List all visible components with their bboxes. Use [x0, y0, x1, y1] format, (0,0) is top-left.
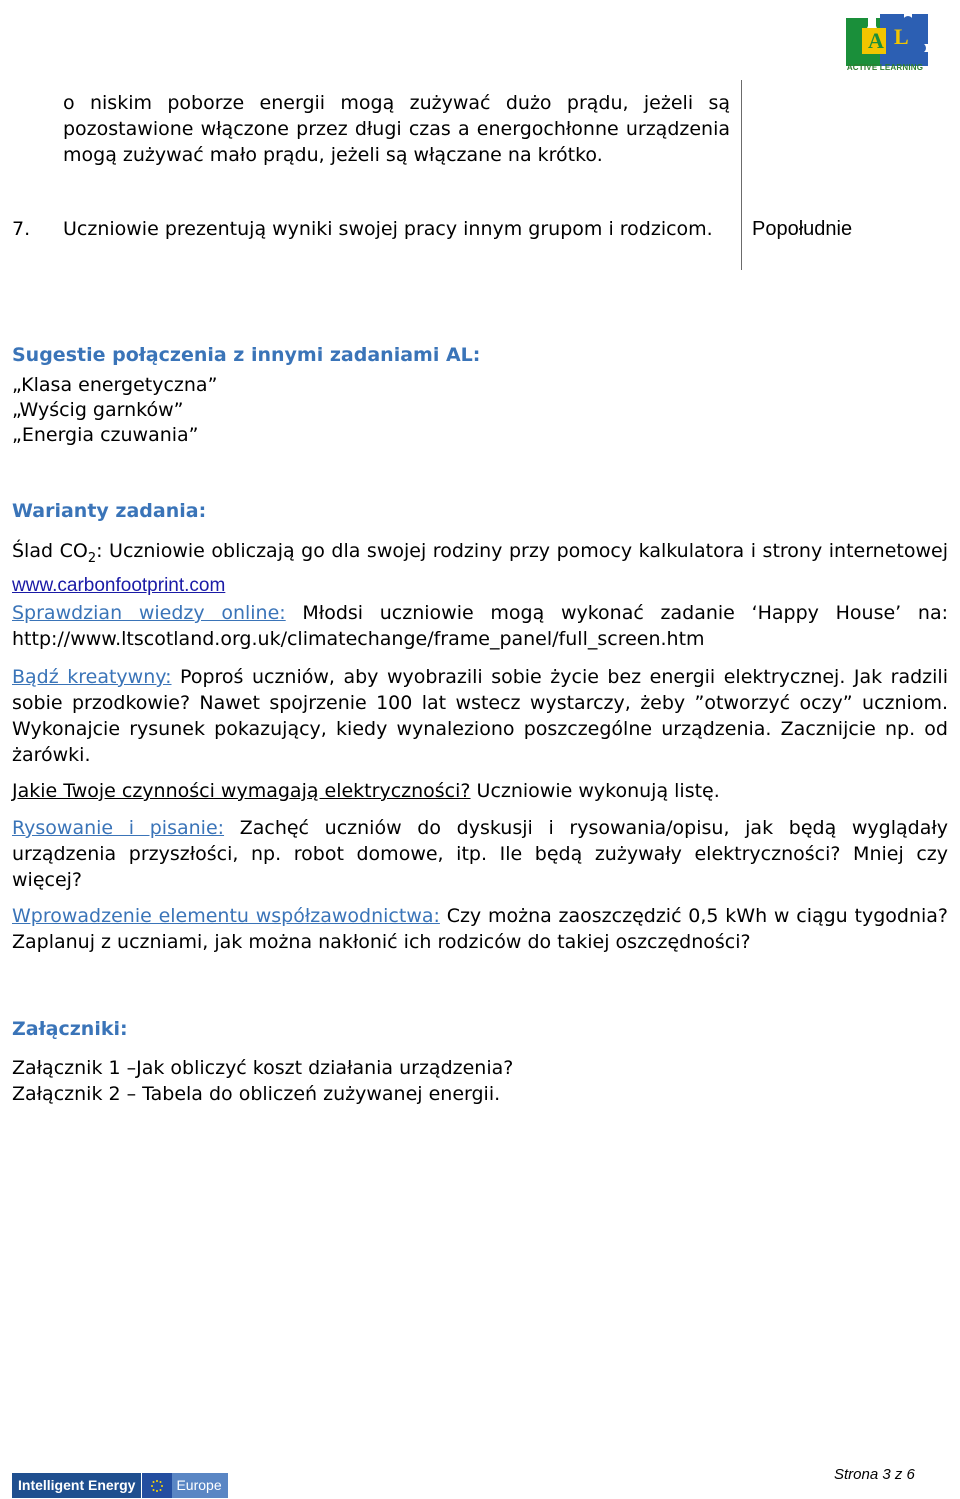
- competition-label: Wprowadzenie elementu współzawodnictwa:: [12, 905, 440, 927]
- eu-flag-icon: [141, 1473, 172, 1498]
- suggestions-heading: Sugestie połączenia z innymi zadaniami AL:: [12, 344, 481, 366]
- activities-label: Jakie Twoje czynności wymagają elektryczności?: [12, 780, 471, 802]
- table-cell-continuation-text: o niskim poborze energii mogą zużywać dużo prądu, jeżeli są pozostawione włączone przez długi czas a energochłonne urządzenia mogą zużywać mało prądu, jeżeli są włączane na krótko.: [63, 92, 730, 166]
- variant-competition: [12, 903, 948, 955]
- co2-text: : Uczniowie obliczają go dla swojej rodziny przy pomocy kalkulatora i strony internetowej: [96, 540, 948, 562]
- item-time: Popołudnie: [752, 218, 853, 240]
- attachment-item: Załącznik 2 – Tabela do obliczeń zużywanej energii.: [12, 1083, 501, 1105]
- attachments-heading: Załączniki:: [12, 1018, 128, 1040]
- table-divider: [741, 80, 742, 270]
- attachment-item: Załącznik 1 –Jak obliczyć koszt działania urządzenia?: [12, 1057, 514, 1079]
- carbonfootprint-link[interactable]: www.carbonfootprint.com: [12, 574, 226, 596]
- suggestion-item: „Klasa energetyczna”: [12, 374, 218, 396]
- item-number: 7.: [12, 218, 31, 240]
- variant-activities: [12, 778, 948, 804]
- co2-prefix: Ślad CO: [12, 540, 88, 562]
- drawing-label: Rysowanie i pisanie:: [12, 817, 225, 839]
- creative-text: Poproś uczniów, aby wyobrazili sobie życie bez energii elektrycznej. Jak radzili sobie przodkowie? Nawet spojrzenie 100 lat wstecz wystarczy, żeby ”otworzyć oczy” uczniom. Wykonajcie rysunek pokazujący, kiedy wynaleziono poszczególne urządzenia. Zacznijcie np. od żarówki.: [12, 666, 948, 766]
- page-number: Strona 3 z 6: [834, 1466, 915, 1483]
- item-text: Uczniowie prezentują wyniki swojej pracy innym grupom i rodzicom.: [63, 218, 713, 240]
- svg-text:L: L: [894, 24, 909, 49]
- footer-europe-text: Europe: [172, 1473, 227, 1498]
- variant-creative: [12, 664, 948, 768]
- creative-label: Bądź kreatywny:: [12, 666, 172, 688]
- suggestion-item: „Wyścig garnków”: [12, 399, 184, 421]
- quiz-text: Młodsi uczniowie mogą wykonać zadanie ‘Happy House’ na: http://www.ltscotland.org.uk/climatechange/frame_panel/full_screen.htm: [12, 602, 948, 650]
- variants-heading: Warianty zadania:: [12, 500, 207, 522]
- variant-drawing: [12, 815, 948, 893]
- co2-subscript: 2: [87, 550, 97, 566]
- variant-online-quiz: [12, 600, 948, 652]
- footer-brand-text: Intelligent Energy: [12, 1473, 141, 1498]
- intelligent-energy-europe-logo: [12, 1473, 228, 1498]
- suggestion-item: „Energia czuwania”: [12, 424, 199, 446]
- competition-text: Czy można zaoszczędzić 0,5 kWh w ciągu tygodnia? Zaplanuj z uczniami, jak można nakłonić ich rodziców do takiej oszczędności?: [12, 905, 948, 953]
- quiz-label: Sprawdzian wiedzy online:: [12, 602, 286, 624]
- activities-text: Uczniowie wykonują listę.: [470, 780, 720, 802]
- logo-caption: ACTIVE LEARNING: [846, 63, 924, 72]
- svg-text:A: A: [868, 28, 884, 53]
- drawing-text: Zachęć uczniów do dyskusji i rysowania/opisu, jak będą wyglądały urządzenia przyszłości, np. robot domowe, itp. Ile będą zużywały elektryczności? Mniej czy więcej?: [12, 817, 948, 891]
- variant-co2: [12, 538, 948, 599]
